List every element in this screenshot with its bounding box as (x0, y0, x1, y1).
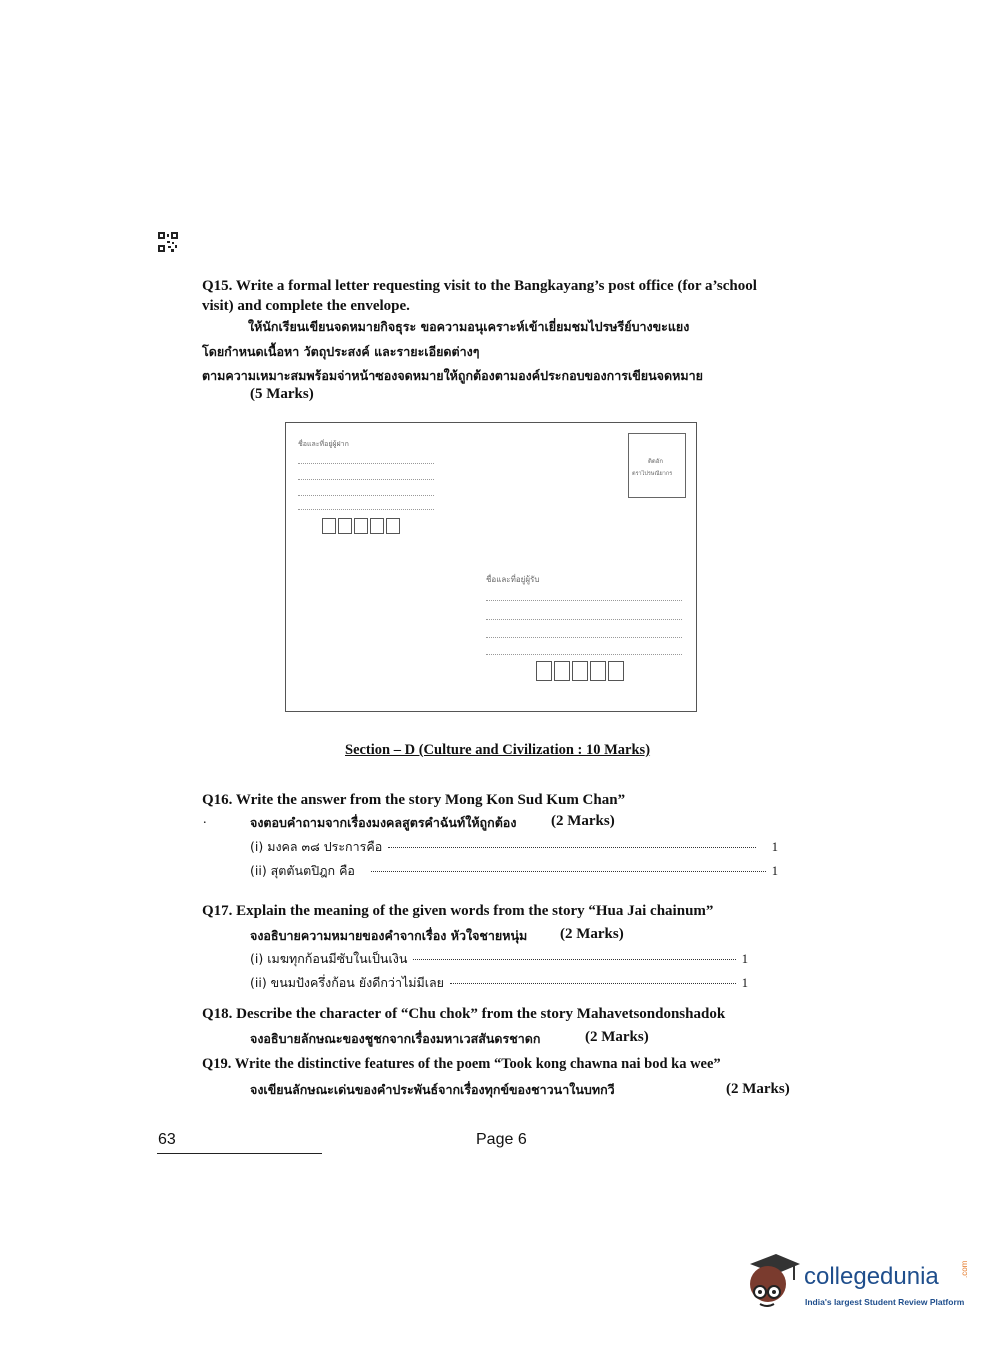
q19-thai: จงเขียนลักษณะเด่นของคำประพันธ์จากเรื่องทุกข์ของชาวนาในบทกวี (250, 1082, 615, 1097)
q16-marks: (2 Marks) (551, 813, 615, 829)
q18-thai: จงอธิบายลักษณะของชูชกจากเรื่องมหาเวสสันดรชาดก (250, 1031, 541, 1046)
answer-dotted-line (371, 871, 766, 872)
recipient-line (486, 654, 682, 655)
q16-item-1-label: (i) มงคล ๓๘ ประการคือ (250, 839, 383, 854)
stamp-box (628, 433, 686, 498)
q17-item-1-label: (i) เมฆทุกก้อนมีซับในเป็นเงิน (250, 951, 408, 966)
q15-title-line2: visit) and complete the envelope. (202, 298, 410, 314)
sender-label: ชื่อและที่อยู่ผู้ฝาก (298, 440, 349, 448)
q16-thai: จงตอบคำถามจากเรื่องมงคลสูตรคำฉันท์ให้ถูกต้อง (250, 815, 517, 830)
collegedunia-mascot-icon (742, 1250, 800, 1312)
q15-title-line1: Q15. Write a formal letter requesting visit to the Bangkayang’s post office (for a’school (202, 278, 757, 294)
q17-marks: (2 Marks) (560, 926, 624, 942)
recipient-label: ชื่อและที่อยู่ผู้รับ (486, 575, 540, 584)
q17-item-2 (250, 973, 748, 993)
sender-postcode-boxes (322, 518, 400, 534)
q15-marks: (5 Marks) (250, 386, 314, 402)
answer-dotted-line (450, 983, 736, 984)
recipient-line (486, 637, 682, 638)
q16-title: Q16. Write the answer from the story Mong Kon Sud Kum Chan” (202, 792, 626, 808)
brand-dotcom: .com (960, 1260, 969, 1278)
q18-title: Q18. Describe the character of “Chu chok” from the story Mahavetsondonshadok (202, 1006, 726, 1022)
page-number: Page 6 (476, 1131, 527, 1148)
footer-number: 63 (158, 1131, 176, 1148)
q17-item-1 (250, 949, 748, 969)
brand-name: collegedunia (804, 1263, 939, 1290)
recipient-line (486, 619, 682, 620)
q16-item-2-score: 1 (771, 864, 778, 878)
stamp-label-line1: ติดอัก (648, 458, 664, 465)
q17-title: Q17. Explain the meaning of the given words from the story “Hua Jai chainum” (202, 903, 714, 919)
recipient-postcode-boxes (536, 661, 624, 681)
envelope-diagram (285, 422, 697, 712)
sender-line (298, 479, 434, 480)
footer-rule (157, 1153, 322, 1154)
answer-dotted-line (413, 959, 735, 960)
q17-thai: จงอธิบายความหมายของคำจากเรื่อง หัวใจชายหนุ่ม (250, 928, 528, 943)
q17-item-1-score: 1 (741, 952, 748, 966)
qr-code-icon (158, 232, 178, 252)
q16-item-2 (250, 861, 778, 881)
answer-dotted-line (388, 847, 756, 848)
q18-marks: (2 Marks) (585, 1029, 649, 1045)
q16-item-1-score: 1 (771, 840, 778, 854)
q15-thai-line3: ตามความเหมาะสมพร้อมจ่าหน้าซองจดหมายให้ถูกต้องตามองค์ประกอบของการเขียนจดหมาย (202, 368, 703, 383)
recipient-line (486, 600, 682, 601)
q19-title: Q19. Write the distinctive features of the poem “Took kong chawna nai bod ka wee” (202, 1056, 721, 1072)
q15-thai-line1: ให้นักเรียนเขียนจดหมายกิจธุระ ขอความอนุเคราะห์เข้าเยี่ยมชมไปรษรีย์บางขะแยง (248, 319, 690, 334)
q19-marks: (2 Marks) (726, 1081, 790, 1097)
brand-tagline: India's largest Student Review Platform (805, 1297, 965, 1307)
sender-line (298, 495, 434, 496)
q16-item-1 (250, 837, 778, 857)
q15-thai-line2: โดยกำหนดเนื้อหา วัตถุประสงค์ และรายะเอียดต่างๆ (202, 344, 480, 359)
q16-bullet: . (203, 812, 207, 827)
stamp-label-line2: ตราไปรษณียากร (632, 471, 673, 477)
section-d-heading: Section – D (Culture and Civilization : 10 Marks) (345, 742, 651, 758)
q17-item-2-label: (ii) ขนมปังครึ่งก้อน ยังดีกว่าไม่มีเลย (250, 975, 444, 990)
q17-item-2-score: 1 (741, 976, 748, 990)
sender-line (298, 463, 434, 464)
sender-line (298, 509, 434, 510)
q16-item-2-label: (ii) สุตตันตปิฎก คือ (250, 863, 355, 878)
